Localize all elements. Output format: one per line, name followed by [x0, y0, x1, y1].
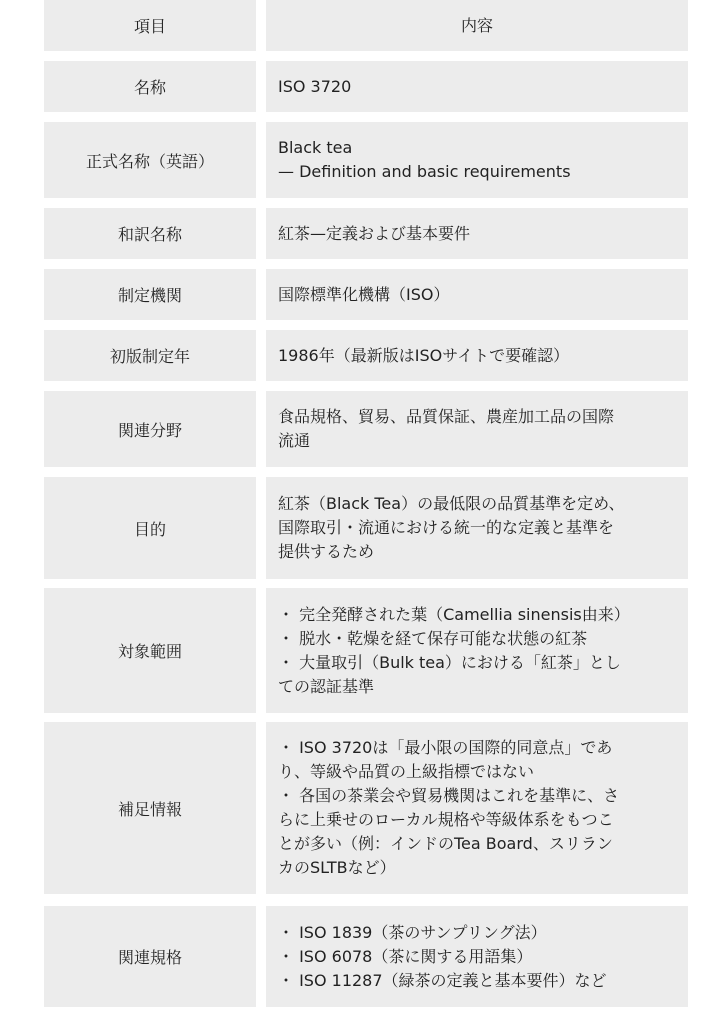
row-value-line: ・ 完全発酵された葉（Camellia sinensis由来）	[278, 604, 630, 624]
row-value-line: とが多い（例：インドのTea Board、スリラン	[278, 834, 613, 853]
row-value-text	[278, 492, 624, 564]
row-value-line: ・ 各国の茶業会や貿易機関はこれを基準に、さ	[278, 786, 620, 805]
row-value-cell	[266, 588, 688, 713]
row-value-text	[278, 603, 630, 699]
table-row-name	[44, 61, 688, 112]
row-value-text	[278, 921, 607, 993]
row-value-line: 国際標準化機構（ISO）	[278, 284, 450, 304]
row-value-line: カのSLTBなど）	[278, 858, 396, 877]
row-key-label: 関連規格	[117, 948, 182, 967]
row-value-line: 紅茶（Black Tea）の最低限の品質基準を定め、	[278, 494, 625, 513]
row-value-line: ・ ISO 1839（茶のサンプリング法）	[278, 922, 547, 942]
row-value-cell	[266, 122, 688, 198]
row-key-cell	[44, 391, 256, 467]
row-value-text	[278, 75, 351, 99]
header-key-label: 項目	[133, 17, 166, 36]
row-value-line: — Definition and basic requirements	[278, 162, 571, 181]
row-value-cell	[266, 208, 688, 259]
row-value-line: ・ 脱水・乾燥を経て保存可能な状態の紅茶	[278, 628, 588, 648]
row-value-text	[278, 283, 449, 307]
row-key-label: 名称	[133, 78, 166, 97]
row-value-line: ての認証基準	[278, 676, 375, 696]
table-row-purpose	[44, 477, 688, 579]
table-row-related-fields	[44, 391, 688, 467]
table-row-related-standards	[44, 906, 688, 1007]
row-key-cell	[44, 588, 256, 713]
row-value-line: 食品規格、貿易、品質保証、農産加工品の国際	[278, 407, 615, 426]
table-row-official-name	[44, 122, 688, 198]
row-value-line: ISO 3720	[278, 76, 352, 96]
row-value-cell	[266, 477, 688, 579]
row-key-label: 関連分野	[117, 420, 182, 440]
row-value-line: ・ ISO 3720は「最小限の国際的同意点」であ	[278, 738, 613, 757]
row-key-cell	[44, 122, 256, 198]
row-key-cell	[44, 330, 256, 381]
row-value-line: 紅茶—定義および基本要件	[278, 223, 471, 243]
row-key-label: 目的	[133, 519, 166, 539]
table-row-scope	[44, 588, 688, 713]
row-value-line: ・ ISO 6078（茶に関する用語集）	[278, 946, 533, 966]
row-key-cell	[44, 269, 256, 320]
row-value-line: 提供するため	[278, 542, 375, 561]
row-key-label: 和訳名称	[117, 225, 182, 244]
table-row-japanese-name	[44, 208, 688, 259]
row-value-cell	[266, 391, 688, 467]
row-value-cell	[266, 722, 688, 894]
row-key-label: 初版制定年	[109, 347, 190, 366]
row-value-line: り、等級や品質の上級指標ではない	[278, 762, 535, 781]
row-value-cell	[266, 269, 688, 320]
row-key-label: 補足情報	[117, 799, 182, 819]
row-key-cell	[44, 906, 256, 1007]
row-value-line: ・ ISO 11287（緑茶の定義と基本要件）など	[278, 970, 607, 990]
table-row-supplementary-info	[44, 722, 688, 894]
row-value-text	[278, 344, 569, 368]
row-value-line: ・ 大量取引（Bulk tea）における「紅茶」とし	[278, 652, 621, 672]
row-value-line: 流通	[278, 431, 311, 450]
table-row-organization	[44, 269, 688, 320]
row-value-text	[278, 736, 619, 880]
row-value-line: 1986年（最新版はISOサイトで要確認）	[278, 345, 570, 365]
header-key-cell	[44, 0, 256, 51]
header-value-label: 内容	[460, 15, 493, 35]
row-value-line: らに上乗せのローカル規格や等級体系をもつこ	[278, 810, 614, 829]
row-value-text	[278, 136, 571, 184]
row-value-cell	[266, 330, 688, 381]
row-key-label: 正式名称（英語）	[85, 151, 214, 171]
table-row-first-edition-year	[44, 330, 688, 381]
row-key-cell	[44, 61, 256, 112]
row-value-text	[278, 222, 470, 246]
row-value-text	[278, 405, 614, 453]
header-value-cell	[266, 0, 688, 51]
row-key-label: 制定機関	[117, 286, 182, 305]
row-key-label: 対象範囲	[117, 642, 182, 661]
row-key-cell	[44, 208, 256, 259]
row-key-cell	[44, 722, 256, 894]
row-value-line: 国際取引・流通における統一的な定義と基準を	[278, 518, 615, 537]
table-header-row	[44, 0, 688, 51]
row-value-line: Black tea	[278, 138, 353, 157]
row-key-cell	[44, 477, 256, 579]
row-value-cell	[266, 61, 688, 112]
row-value-cell	[266, 906, 688, 1007]
